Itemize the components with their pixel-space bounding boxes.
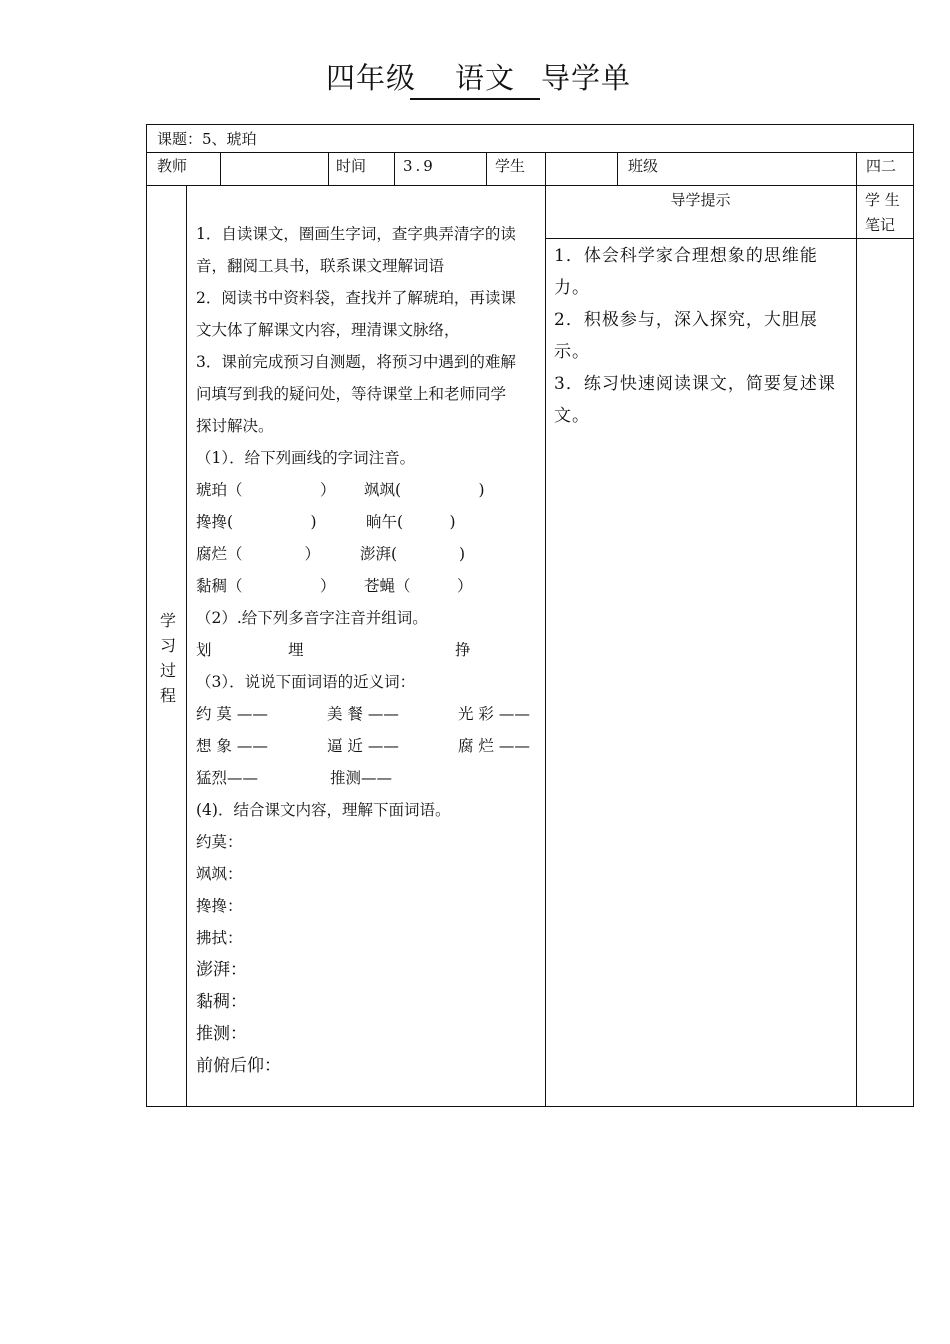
pinyin-item: 搀搀( )	[196, 513, 317, 531]
title-grade: 四年级	[326, 61, 417, 95]
synonym-item: 美 餐 ——	[327, 705, 399, 723]
polyphone-row	[196, 634, 538, 666]
vocab-item: 澎湃：	[196, 960, 247, 980]
synonym-item: 猛烈——	[196, 769, 259, 787]
pinyin-item: 琥珀（ ）	[196, 481, 336, 499]
vocab-item: 搀搀：	[196, 897, 243, 915]
table-border-left	[146, 124, 147, 1107]
pinyin-item: 澎湃( )	[360, 545, 466, 563]
vocab-item: 黏稠：	[196, 992, 247, 1012]
pinyin-row	[196, 538, 538, 570]
learning-process-label: 学习过程	[159, 611, 176, 705]
pinyin-item: 晌午( )	[366, 513, 456, 531]
vocab-item: 拂拭：	[196, 929, 243, 947]
student-notes-header-1: 学 生	[865, 191, 900, 209]
synonym-item: 腐 烂 ——	[458, 737, 530, 755]
synonym-item: 光 彩 ——	[458, 705, 530, 723]
title-doc-type: 导学单	[541, 61, 632, 95]
table-border-bottom	[146, 1106, 914, 1107]
student-notes-header-2: 笔记	[865, 216, 896, 234]
synonym-item: 想 象 ——	[196, 737, 268, 755]
class-value: 四二	[866, 157, 897, 175]
question-heading: (4)．结合课文内容，理解下面词语。	[196, 801, 451, 819]
instruction-line: 文大体了解课文内容，理清课文脉络，	[196, 321, 460, 339]
time-value: 3.9	[403, 157, 436, 175]
lesson-title: 课题：5、琥珀	[157, 130, 257, 148]
pinyin-row	[196, 570, 538, 602]
synonym-item: 逼 近 ——	[327, 737, 399, 755]
table-rule	[394, 152, 395, 186]
vocab-item: 约莫：	[196, 833, 243, 851]
table-rule	[328, 152, 329, 186]
synonym-row	[196, 730, 538, 762]
learning-process-content	[196, 218, 538, 1082]
pinyin-item: 腐烂（ ）	[196, 545, 321, 563]
table-rule	[146, 152, 914, 153]
table-rule	[486, 152, 487, 186]
synonym-item: 推测——	[330, 769, 393, 787]
table-rule	[545, 152, 546, 1107]
guide-tip: 3．练习快速阅读课文，简要复述课文。	[554, 374, 836, 426]
table-rule	[186, 185, 187, 1107]
pinyin-item: 苍蝇（ ）	[364, 577, 473, 595]
pinyin-item: 黏稠（ ）	[196, 577, 336, 595]
guide-tips-header: 导学提示	[670, 191, 731, 209]
instruction-line: 探讨解决。	[196, 417, 274, 435]
title-underline	[410, 98, 540, 100]
table-rule	[856, 152, 857, 1107]
table-rule	[146, 185, 914, 186]
pinyin-item: 飒飒( )	[364, 481, 485, 499]
table-rule	[545, 238, 914, 239]
guide-tip: 2．积极参与，深入探究，大胆展示。	[554, 310, 818, 362]
polyphone-item: 埋	[288, 641, 304, 659]
time-label: 时间	[336, 157, 367, 175]
vocab-item: 飒飒：	[196, 865, 243, 883]
table-rule	[617, 152, 618, 186]
vocab-item: 推测：	[196, 1024, 247, 1044]
instruction-line: 2．阅读书中资料袋，查找并了解琥珀，再读课	[196, 289, 516, 307]
synonym-row	[196, 698, 538, 730]
synonym-item: 约 莫 ——	[196, 705, 268, 723]
question-heading: （3）．说说下面词语的近义词：	[196, 673, 416, 691]
document-title	[0, 58, 950, 102]
question-heading: （2）.给下列多音字注音并组词。	[196, 609, 428, 627]
table-border-top	[146, 124, 914, 125]
guide-tip: 1．体会科学家合理想象的思维能力。	[554, 246, 818, 298]
teacher-label: 教师	[157, 157, 188, 175]
instruction-line: 音，翻阅工具书，联系课文理解词语	[196, 257, 445, 275]
table-border-right	[913, 124, 914, 1107]
pinyin-row	[196, 474, 538, 506]
question-heading: （1）．给下列画线的字词注音。	[196, 449, 416, 467]
instruction-line: 1．自读课文，圈画生字词，查字典弄清字的读	[196, 225, 516, 243]
student-label: 学生	[495, 157, 526, 175]
guide-tips-content	[554, 240, 852, 432]
polyphone-item: 划	[196, 641, 212, 659]
title-subject: 语文	[455, 61, 516, 95]
instruction-line: 问填写到我的疑问处，等待课堂上和老师同学	[196, 385, 507, 403]
class-label: 班级	[628, 157, 659, 175]
instruction-line: 3．课前完成预习自测题，将预习中遇到的难解	[196, 353, 516, 371]
synonym-row	[196, 762, 538, 794]
table-rule	[220, 152, 221, 186]
polyphone-item: 挣	[455, 641, 471, 659]
pinyin-row	[196, 506, 538, 538]
vocab-item: 前俯后仰：	[196, 1056, 281, 1076]
